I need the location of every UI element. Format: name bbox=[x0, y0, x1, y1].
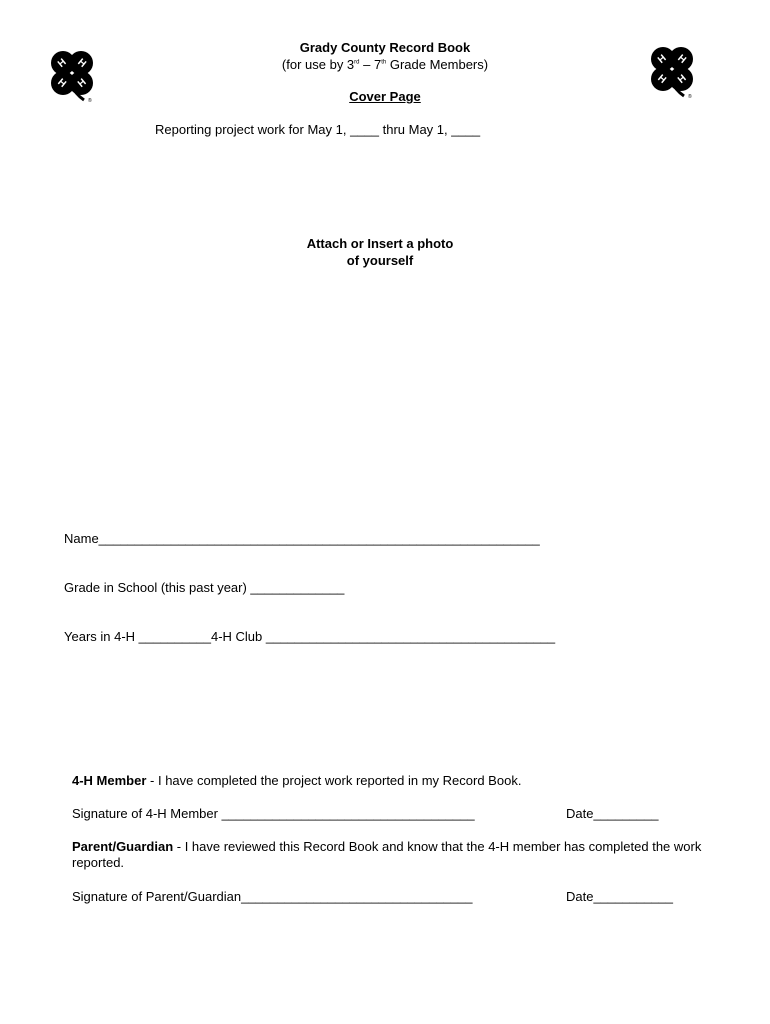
member-statement-text: - I have completed the project work reported in my Record Book. bbox=[146, 773, 522, 788]
member-date-field[interactable]: Date_________ bbox=[566, 806, 659, 821]
leaf-letter: H bbox=[675, 52, 688, 66]
grade-field[interactable]: Grade in School (this past year) _____________ bbox=[64, 580, 345, 595]
page-title-text: Cover Page bbox=[349, 89, 421, 104]
registered-mark: ® bbox=[88, 98, 92, 104]
page-title bbox=[0, 89, 770, 104]
parent-statement-text: - I have reviewed this Record Book and know that the 4-H member has completed the work reported. bbox=[72, 839, 702, 870]
leaf-letter: H bbox=[655, 72, 668, 86]
document-title: Grady County Record Book bbox=[299, 40, 471, 55]
parent-statement bbox=[72, 839, 712, 871]
leaf-letter: H bbox=[656, 52, 669, 66]
superscript-rd: rd bbox=[354, 59, 360, 66]
parent-date-field[interactable]: Date___________ bbox=[566, 889, 673, 904]
photo-instruction-line-2: of yourself bbox=[346, 253, 414, 268]
leaf-letter: H bbox=[55, 76, 68, 90]
name-field[interactable]: Name_____________________________________________________________ bbox=[64, 531, 540, 546]
superscript-th: th bbox=[381, 59, 387, 66]
subtitle-mid: – 7 bbox=[359, 57, 382, 72]
parent-signature-field[interactable]: Signature of Parent/Guardian________________________________ bbox=[72, 889, 473, 904]
years-club-field[interactable]: Years in 4-H __________4-H Club ________________________________________ bbox=[64, 629, 556, 644]
member-signature-field[interactable]: Signature of 4-H Member ___________________________________ bbox=[72, 806, 475, 821]
leaf-letter: H bbox=[75, 56, 88, 70]
photo-instruction-line-1: Attach or Insert a photo bbox=[306, 236, 454, 251]
reporting-period-line: Reporting project work for May 1, ____ thru May 1, ____ bbox=[155, 122, 481, 137]
registered-mark: ® bbox=[688, 94, 692, 100]
subtitle-prefix: (for use by 3 bbox=[281, 57, 355, 72]
leaf-letter: H bbox=[676, 72, 689, 86]
member-label: 4-H Member bbox=[72, 773, 147, 788]
leaf-letter: H bbox=[56, 56, 69, 70]
member-statement bbox=[72, 773, 521, 788]
subtitle-suffix: Grade Members) bbox=[386, 57, 489, 72]
leaf-letter: H bbox=[76, 76, 89, 90]
parent-label: Parent/Guardian bbox=[72, 839, 174, 854]
document-subtitle bbox=[0, 57, 770, 72]
